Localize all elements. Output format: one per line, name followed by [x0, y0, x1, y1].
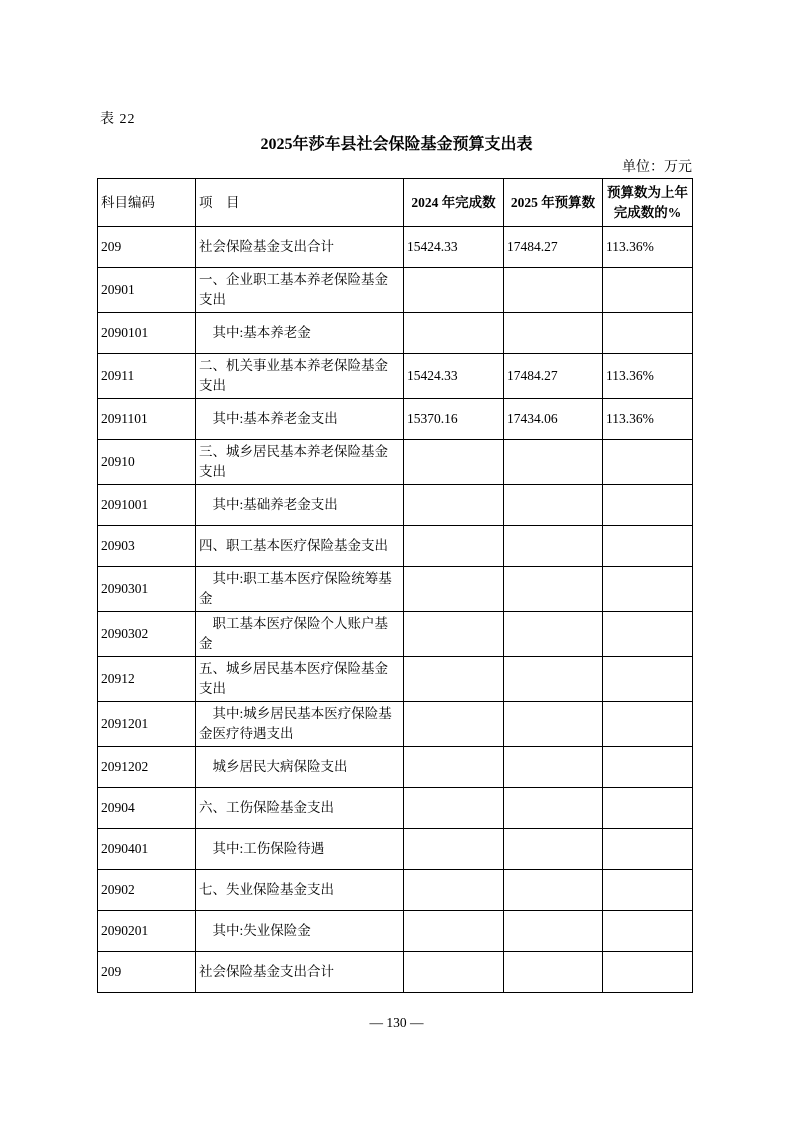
row-completed-2024-cell	[404, 440, 504, 485]
row-budget-2025-cell	[504, 567, 603, 612]
header-code: 科目编码	[98, 179, 196, 227]
row-code-cell: 20910	[98, 440, 196, 485]
row-item-cell: 二、机关事业基本养老保险基金支出	[196, 354, 404, 399]
page-title: 2025年莎车县社会保险基金预算支出表	[260, 136, 533, 153]
table-row	[98, 612, 693, 657]
table-number-label: 表 22	[100, 112, 136, 127]
table-row	[98, 399, 693, 440]
row-code-cell: 2091001	[98, 485, 196, 526]
row-completed-2024-cell	[404, 485, 504, 526]
row-item-cell: 四、职工基本医疗保险基金支出	[196, 526, 404, 567]
row-ratio-cell	[603, 526, 693, 567]
header-ratio: 预算数为上年完成数的%	[603, 179, 693, 227]
row-ratio-cell	[603, 952, 693, 993]
row-completed-2024-cell	[404, 747, 504, 788]
row-code-cell: 20911	[98, 354, 196, 399]
table-row	[98, 870, 693, 911]
row-ratio-cell	[603, 313, 693, 354]
table-row	[98, 702, 693, 747]
row-ratio-cell	[603, 747, 693, 788]
row-budget-2025-cell	[504, 313, 603, 354]
row-code-cell: 2090301	[98, 567, 196, 612]
row-budget-2025-cell	[504, 657, 603, 702]
table-row	[98, 567, 693, 612]
row-item-cell: 七、失业保险基金支出	[196, 870, 404, 911]
table-row	[98, 788, 693, 829]
row-completed-2024-cell	[404, 829, 504, 870]
header-row	[98, 179, 693, 227]
unit-label: 单位：万元	[622, 160, 692, 175]
budget-expenditure-table	[97, 178, 693, 993]
page-number: — 130 —	[369, 1015, 424, 1030]
row-ratio-cell	[603, 911, 693, 952]
row-ratio-cell	[603, 702, 693, 747]
row-completed-2024-cell: 15370.16	[404, 399, 504, 440]
row-ratio-cell: 113.36%	[603, 399, 693, 440]
row-item-cell: 社会保险基金支出合计	[196, 952, 404, 993]
row-budget-2025-cell	[504, 788, 603, 829]
table-header	[98, 179, 693, 227]
row-ratio-cell	[603, 485, 693, 526]
table-row	[98, 440, 693, 485]
row-item-cell: 其中:失业保险金	[196, 911, 404, 952]
row-ratio-cell	[603, 829, 693, 870]
row-item-cell: 六、工伤保险基金支出	[196, 788, 404, 829]
row-completed-2024-cell	[404, 526, 504, 567]
row-item-cell: 社会保险基金支出合计	[196, 227, 404, 268]
table-row	[98, 526, 693, 567]
row-ratio-cell	[603, 870, 693, 911]
table-row	[98, 268, 693, 313]
row-budget-2025-cell: 17484.27	[504, 354, 603, 399]
row-code-cell: 2090401	[98, 829, 196, 870]
row-ratio-cell	[603, 567, 693, 612]
row-budget-2025-cell	[504, 702, 603, 747]
row-completed-2024-cell	[404, 612, 504, 657]
header-completed-2024: 2024 年完成数	[404, 179, 504, 227]
row-item-cell: 其中:工伤保险待遇	[196, 829, 404, 870]
row-item-cell: 其中:基本养老金	[196, 313, 404, 354]
row-budget-2025-cell	[504, 911, 603, 952]
row-item-cell: 其中:基础养老金支出	[196, 485, 404, 526]
row-item-cell: 其中:职工基本医疗保险统筹基金	[196, 567, 404, 612]
row-item-cell: 一、企业职工基本养老保险基金支出	[196, 268, 404, 313]
row-completed-2024-cell	[404, 702, 504, 747]
row-completed-2024-cell: 15424.33	[404, 354, 504, 399]
row-code-cell: 20912	[98, 657, 196, 702]
row-ratio-cell	[603, 788, 693, 829]
row-budget-2025-cell	[504, 526, 603, 567]
table-row	[98, 657, 693, 702]
row-ratio-cell	[603, 657, 693, 702]
row-completed-2024-cell	[404, 313, 504, 354]
row-item-cell: 其中:城乡居民基本医疗保险基金医疗待遇支出	[196, 702, 404, 747]
table-row	[98, 313, 693, 354]
row-budget-2025-cell	[504, 747, 603, 788]
row-completed-2024-cell	[404, 657, 504, 702]
table-row	[98, 354, 693, 399]
row-budget-2025-cell: 17484.27	[504, 227, 603, 268]
row-budget-2025-cell	[504, 829, 603, 870]
header-item: 项 目	[196, 179, 404, 227]
row-item-cell: 城乡居民大病保险支出	[196, 747, 404, 788]
row-code-cell: 2091202	[98, 747, 196, 788]
row-completed-2024-cell	[404, 911, 504, 952]
row-ratio-cell	[603, 612, 693, 657]
row-budget-2025-cell	[504, 485, 603, 526]
row-ratio-cell: 113.36%	[603, 227, 693, 268]
row-completed-2024-cell: 15424.33	[404, 227, 504, 268]
table-body	[98, 227, 693, 993]
row-code-cell: 20901	[98, 268, 196, 313]
row-budget-2025-cell	[504, 952, 603, 993]
row-code-cell: 20902	[98, 870, 196, 911]
row-item-cell: 其中:基本养老金支出	[196, 399, 404, 440]
table-row	[98, 911, 693, 952]
row-budget-2025-cell: 17434.06	[504, 399, 603, 440]
row-ratio-cell	[603, 440, 693, 485]
row-completed-2024-cell	[404, 952, 504, 993]
header-budget-2025: 2025 年预算数	[504, 179, 603, 227]
row-code-cell: 209	[98, 952, 196, 993]
row-code-cell: 2091101	[98, 399, 196, 440]
row-code-cell: 2090201	[98, 911, 196, 952]
row-code-cell: 2090302	[98, 612, 196, 657]
row-completed-2024-cell	[404, 567, 504, 612]
row-budget-2025-cell	[504, 440, 603, 485]
row-budget-2025-cell	[504, 268, 603, 313]
table-row	[98, 747, 693, 788]
row-completed-2024-cell	[404, 788, 504, 829]
table-row	[98, 829, 693, 870]
row-budget-2025-cell	[504, 870, 603, 911]
row-ratio-cell: 113.36%	[603, 354, 693, 399]
row-ratio-cell	[603, 268, 693, 313]
row-code-cell: 20904	[98, 788, 196, 829]
row-item-cell: 职工基本医疗保险个人账户基金	[196, 612, 404, 657]
row-code-cell: 209	[98, 227, 196, 268]
row-item-cell: 三、城乡居民基本养老保险基金支出	[196, 440, 404, 485]
row-completed-2024-cell	[404, 870, 504, 911]
row-budget-2025-cell	[504, 612, 603, 657]
table-row	[98, 227, 693, 268]
row-item-cell: 五、城乡居民基本医疗保险基金支出	[196, 657, 404, 702]
row-code-cell: 2090101	[98, 313, 196, 354]
table-row	[98, 952, 693, 993]
table-row	[98, 485, 693, 526]
row-completed-2024-cell	[404, 268, 504, 313]
row-code-cell: 20903	[98, 526, 196, 567]
row-code-cell: 2091201	[98, 702, 196, 747]
